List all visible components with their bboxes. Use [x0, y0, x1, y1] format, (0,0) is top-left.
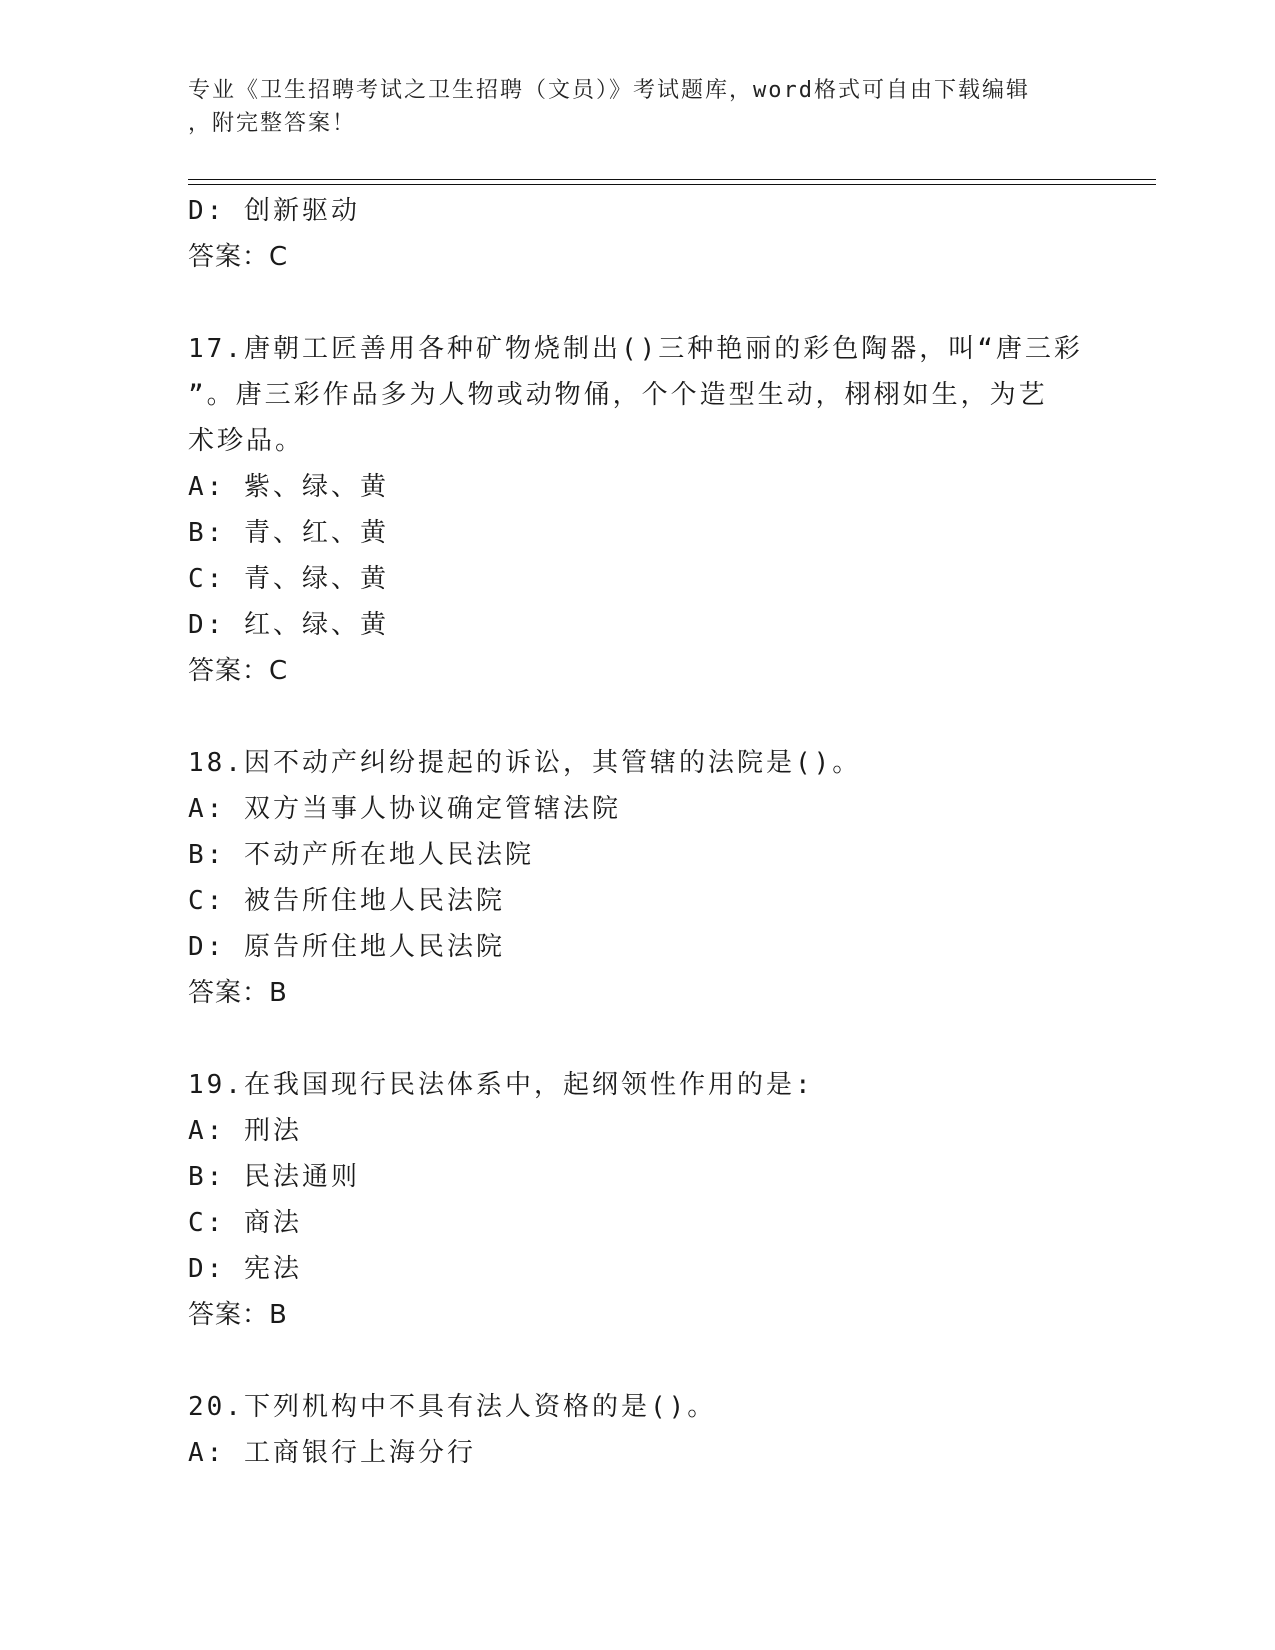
previous-question-tail — [188, 188, 1088, 280]
option-a: A: 双方当事人协议确定管辖法院 — [188, 794, 621, 824]
question-17 — [188, 326, 1088, 694]
question-stem-line: 18.因不动产纠纷提起的诉讼，其管辖的法院是()。 — [188, 748, 862, 778]
header-title-line-1: 专业《卫生招聘考试之卫生招聘（文员）》考试题库，word格式可自由下载编辑 — [188, 78, 1030, 103]
header-divider-bottom — [188, 184, 1156, 185]
option-b: B: 不动产所在地人民法院 — [188, 840, 534, 870]
question-list — [188, 188, 1088, 1476]
question-stem-line: 20.下列机构中不具有法人资格的是()。 — [188, 1392, 717, 1422]
option-d: D: 创新驱动 — [188, 196, 360, 226]
header-divider-top — [188, 179, 1156, 180]
question-stem-line: 19.在我国现行民法体系中，起纲领性作用的是: — [188, 1070, 814, 1100]
option-d: D: 宪法 — [188, 1254, 302, 1284]
spacer — [188, 694, 1088, 740]
question-stem-line: 术珍品。 — [188, 426, 305, 456]
document-header — [188, 74, 1088, 140]
spacer — [188, 280, 1088, 326]
option-b: B: 民法通则 — [188, 1162, 360, 1192]
option-d: D: 原告所住地人民法院 — [188, 932, 505, 962]
header-title-line-2: ，附完整答案！ — [188, 111, 357, 136]
answer-line: 答案：B — [188, 1300, 288, 1330]
option-c: C: 青、绿、黄 — [188, 564, 389, 594]
question-18 — [188, 740, 1088, 1016]
answer-line: 答案：B — [188, 978, 288, 1008]
spacer — [188, 1338, 1088, 1384]
option-a: A: 紫、绿、黄 — [188, 472, 389, 502]
question-stem-line: 17.唐朝工匠善用各种矿物烧制出()三种艳丽的彩色陶器，叫“唐三彩 — [188, 334, 1083, 364]
option-a: A: 刑法 — [188, 1116, 302, 1146]
spacer — [188, 1016, 1088, 1062]
option-b: B: 青、红、黄 — [188, 518, 389, 548]
question-19 — [188, 1062, 1088, 1338]
question-20 — [188, 1384, 1088, 1476]
answer-line: 答案：C — [188, 242, 289, 272]
option-c: C: 商法 — [188, 1208, 302, 1238]
option-c: C: 被告所住地人民法院 — [188, 886, 505, 916]
option-d: D: 红、绿、黄 — [188, 610, 389, 640]
answer-line: 答案：C — [188, 656, 289, 686]
question-stem-line: ”。唐三彩作品多为人物或动物俑，个个造型生动，栩栩如生，为艺 — [188, 380, 1048, 410]
option-a: A: 工商银行上海分行 — [188, 1438, 476, 1468]
